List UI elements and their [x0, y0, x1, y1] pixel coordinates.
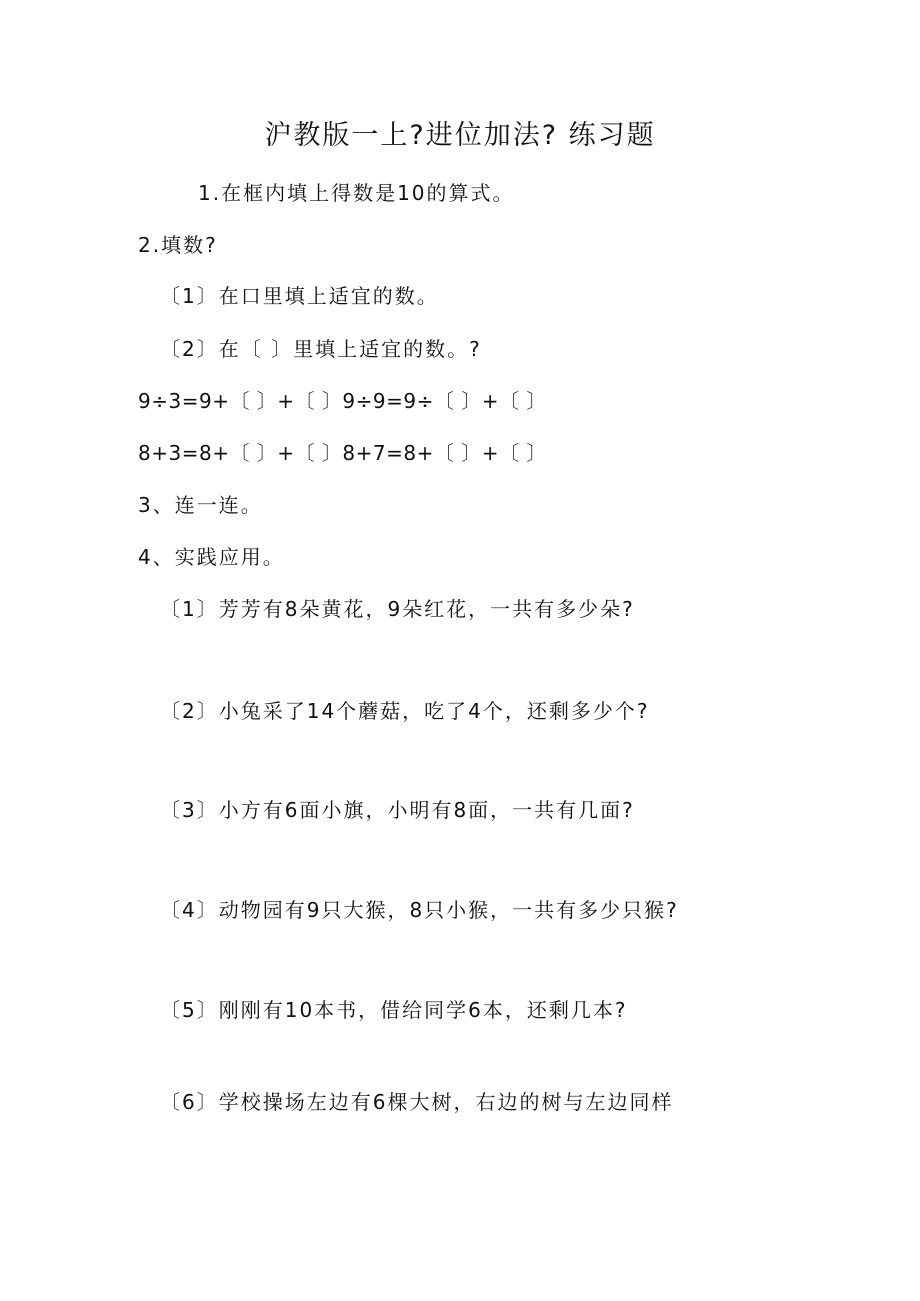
question-4-heading: 4、实践应用。: [138, 545, 285, 569]
problem-1: 〔1〕芳芳有8朵黄花，9朵红花，一共有多少朵?: [160, 597, 635, 621]
problem-4: 〔4〕动物园有9只大猴，8只小猴，一共有多少只猴?: [160, 898, 679, 922]
question-3: 3、连一连。: [138, 493, 263, 517]
question-1: 1.在框内填上得数是10的算式。: [198, 181, 515, 205]
formula-line-2: 8+3=8+〔 〕+〔 〕8+7=8+〔 〕+〔 〕: [138, 441, 547, 465]
problem-2: 〔2〕小兔采了14个蘑菇，吃了4个，还剩多少个?: [160, 699, 650, 723]
formula-line-1: 9÷3=9+〔 〕+〔 〕9÷9=9÷〔 〕+〔 〕: [138, 389, 547, 413]
question-2-sub-2: 〔2〕在〔 〕里填上适宜的数。?: [160, 337, 482, 361]
question-2-sub-1: 〔1〕在口里填上适宜的数。: [160, 284, 439, 308]
problem-6: 〔6〕学校操场左边有6棵大树，右边的树与左边同样: [160, 1090, 674, 1114]
problem-3: 〔3〕小方有6面小旗，小明有8面，一共有几面?: [160, 798, 635, 822]
question-2-heading: 2.填数?: [138, 233, 218, 257]
page-title: 沪教版一上?进位加法? 练习题: [264, 120, 656, 151]
problem-5: 〔5〕刚刚有10本书，借给同学6本，还剩几本?: [160, 998, 628, 1022]
